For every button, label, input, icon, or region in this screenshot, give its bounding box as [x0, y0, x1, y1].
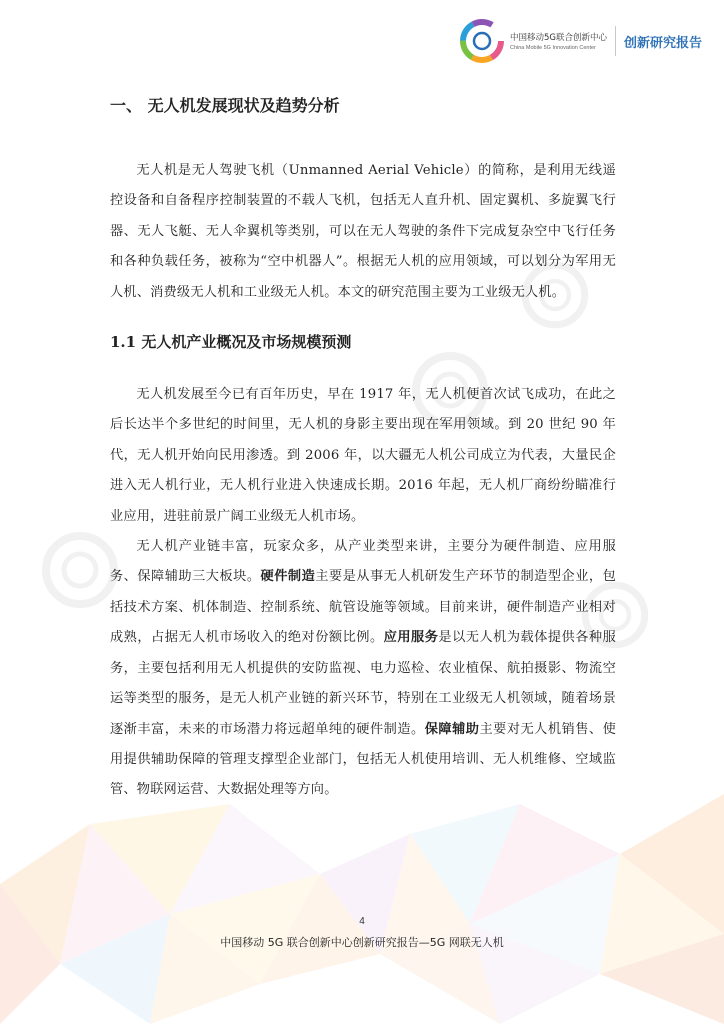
text-run: 是以无人机为载体提供各种服务，主要包括利用无人机提供的安防监视、电力巡检、农业植保、航拍摄影、物流空运等类型的服务，是无人机产业链的新兴环节，特别在工业级无人机领域，随着场景逐渐丰富，未来的市场潜力将远超单纯的硬件制造。	[110, 630, 616, 737]
center-name-en: China Mobile 5G Innovation Center	[509, 45, 596, 51]
paragraph: 无人机是无人驾驶飞机（Unmanned Aerial Vehicle）的简称，是利用无线遥控设备和自备程序控制装置的不载人飞机，包括无人直升机、固定翼机、多旋翼飞行器、无人飞艇、无人伞翼机等类别，可以在无人驾驶的条件下完成复杂空中飞行任务和各种负载任务，被称为“空中机器人”。根据无人机的应用领域，可以划分为军用无人机、消费级无人机和工业级无人机。本文的研究范围主要为工业级无人机。	[110, 163, 616, 300]
bold-term: 应用服务	[383, 630, 439, 646]
paragraph	[110, 532, 616, 806]
text-run: 无人机产业链丰富，玩家众多，从产业类型来讲，主要分为硬件制造、应用服务、保障辅助三大板块。	[110, 539, 616, 585]
report-type: 创新研究报告	[623, 35, 702, 51]
page-number: 4	[359, 916, 365, 927]
center-name-zh: 中国移动5G联合创新中心	[509, 33, 607, 43]
page-header	[460, 18, 702, 64]
subsection-heading: 1.1 无人机产业概况及市场规模预测	[110, 333, 352, 352]
text-run: 主要对无人机销售、使用提供辅助保障的管理支撑型企业部门，包括无人机使用培训、无人机维修、空域监管、物联网运营、大数据处理等方向。	[110, 721, 616, 798]
page-footer: 中国移动 5G 联合创新中心创新研究报告—5G 网联无人机	[220, 936, 504, 949]
bold-term: 硬件制造	[260, 569, 316, 585]
header-divider	[615, 26, 616, 56]
paragraph: 无人机发展至今已有百年历史，早在 1917 年，无人机便首次试飞成功，在此之后长达半个多世纪的时间里，无人机的身影主要出现在军用领域。到 20 世纪 90 年代，无人机开始向民用渗透。到 2006 年，以大疆无人机公司成立为代表，大量民企进入无人机行业，无人机行业进入快速成长期。2016 年起，无人机厂商纷纷瞄准行业应用，进驻前景广阔工业级无人机市场。	[110, 387, 616, 524]
text-run: 主要是从事无人机研发生产环节的制造型企业，包括技术方案、机体制造、控制系统、航管设施等领域。目前来讲，硬件制造产业相对成熟，占据无人机市场收入的绝对份额比例。	[110, 569, 616, 646]
document-body	[110, 92, 616, 806]
5g-logo-icon	[460, 19, 504, 63]
watermark-logo-icon	[40, 530, 120, 610]
bold-term: 保障辅助	[424, 721, 480, 737]
center-name	[510, 31, 607, 51]
section-heading: 一、 无人机发展现状及趋势分析	[110, 96, 340, 115]
